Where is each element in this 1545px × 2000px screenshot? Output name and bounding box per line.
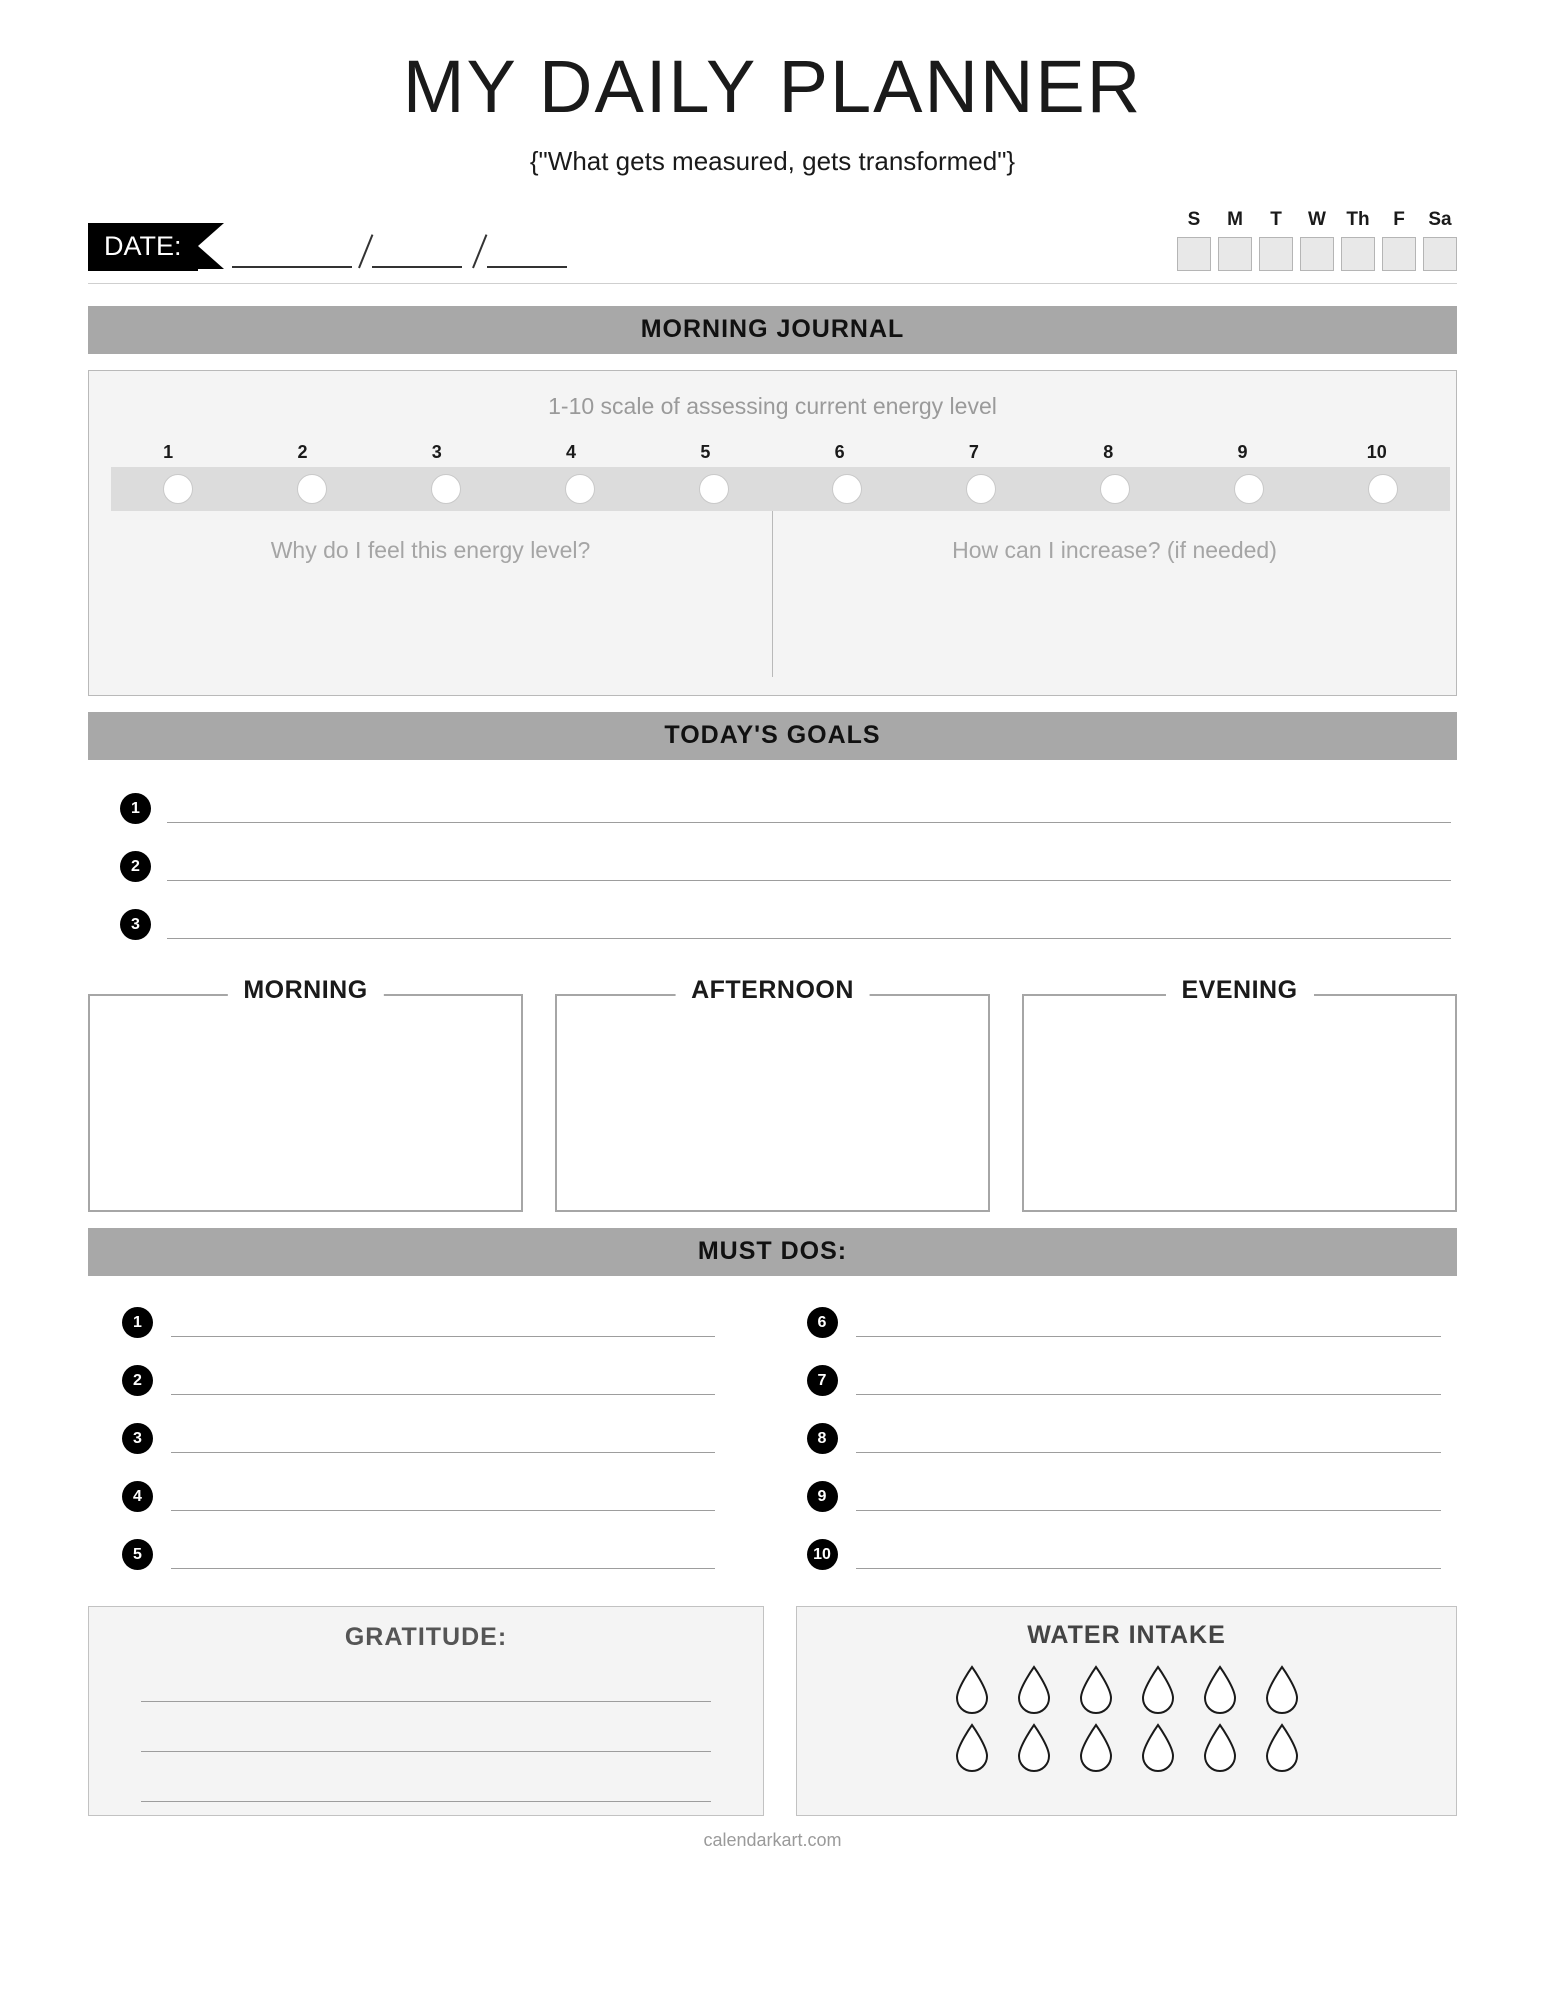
must-do-row[interactable] xyxy=(88,1468,773,1526)
time-block-area[interactable] xyxy=(555,994,990,1212)
water-drop-row xyxy=(797,1722,1456,1774)
energy-scale-dot-10[interactable] xyxy=(1316,474,1450,504)
energy-scale-dot-9[interactable] xyxy=(1182,474,1316,504)
energy-scale-number: 1 xyxy=(163,441,174,462)
page-title: MY DAILY PLANNER xyxy=(402,45,1143,128)
weekday-checkbox[interactable] xyxy=(1423,237,1457,271)
energy-scale-number: 6 xyxy=(834,441,845,462)
must-do-input-line[interactable] xyxy=(171,1309,715,1337)
water-drop-icon[interactable] xyxy=(952,1722,992,1774)
time-block-afternoon[interactable] xyxy=(555,976,990,1212)
gratitude-heading: GRATITUDE: xyxy=(344,1622,508,1651)
energy-scale-number: 2 xyxy=(297,441,308,462)
must-do-row[interactable] xyxy=(88,1410,773,1468)
weekday-label: Sa xyxy=(1428,208,1452,230)
morning-journal-panel xyxy=(88,370,1457,696)
must-dos-list xyxy=(88,1294,1457,1584)
must-do-number-badge: 3 xyxy=(122,1423,153,1454)
goal-row[interactable] xyxy=(88,780,1457,838)
goal-number-badge: 2 xyxy=(120,851,151,882)
time-blocks xyxy=(88,976,1457,1212)
date-field-group xyxy=(88,223,562,271)
circle-icon xyxy=(1234,474,1264,504)
must-do-input-line[interactable] xyxy=(856,1425,1442,1453)
time-block-evening[interactable] xyxy=(1022,976,1457,1212)
weekday-label: S xyxy=(1187,208,1201,230)
date-label: DATE: xyxy=(88,223,198,271)
energy-scale-dot-6[interactable] xyxy=(781,474,915,504)
time-block-area[interactable] xyxy=(1022,994,1457,1212)
gratitude-input-line[interactable] xyxy=(141,1760,711,1802)
must-do-input-line[interactable] xyxy=(856,1367,1442,1395)
weekday-t[interactable] xyxy=(1259,209,1293,271)
time-block-area[interactable] xyxy=(88,994,523,1212)
goals-list xyxy=(88,780,1457,954)
must-do-input-line[interactable] xyxy=(856,1483,1442,1511)
weekday-s[interactable] xyxy=(1177,209,1211,271)
must-do-number-badge: 7 xyxy=(807,1365,838,1396)
must-do-number-badge: 2 xyxy=(122,1365,153,1396)
must-do-input-line[interactable] xyxy=(171,1367,715,1395)
circle-icon xyxy=(699,474,729,504)
goal-number-badge: 3 xyxy=(120,909,151,940)
water-intake-heading: WATER INTAKE xyxy=(1027,1620,1226,1649)
circle-icon xyxy=(832,474,862,504)
weekday-checkbox[interactable] xyxy=(1382,237,1416,271)
weekday-label: W xyxy=(1308,208,1326,230)
water-drop-rows xyxy=(797,1664,1456,1774)
must-do-input-line[interactable] xyxy=(171,1541,715,1569)
water-drop-icon[interactable] xyxy=(1200,1664,1240,1716)
energy-scale-dot-1[interactable] xyxy=(111,474,245,504)
must-do-number-badge: 5 xyxy=(122,1539,153,1570)
must-do-input-line[interactable] xyxy=(171,1483,715,1511)
circle-icon xyxy=(1100,474,1130,504)
circle-icon xyxy=(163,474,193,504)
must-do-input-line[interactable] xyxy=(856,1309,1442,1337)
section-heading-todays-goals: TODAY'S GOALS xyxy=(88,712,1457,760)
water-drop-icon[interactable] xyxy=(1138,1722,1178,1774)
goal-number-badge: 1 xyxy=(120,793,151,824)
water-drop-icon[interactable] xyxy=(1014,1664,1054,1716)
energy-scale-number: 9 xyxy=(1237,441,1248,462)
energy-scale-dot-8[interactable] xyxy=(1048,474,1182,504)
journal-prompt-left[interactable]: Why do I feel this energy level? xyxy=(89,511,773,677)
time-block-label: MORNING xyxy=(227,976,383,1005)
must-do-row[interactable] xyxy=(773,1526,1458,1584)
water-drop-icon[interactable] xyxy=(1076,1664,1116,1716)
circle-icon xyxy=(297,474,327,504)
circle-icon xyxy=(565,474,595,504)
site-credit: calendarkart.com xyxy=(703,1829,842,1850)
energy-scale-number: 10 xyxy=(1366,441,1387,462)
must-do-number-badge: 6 xyxy=(807,1307,838,1338)
footer-panels xyxy=(88,1606,1457,1816)
energy-scale-number: 3 xyxy=(431,441,442,462)
date-slash-1-icon xyxy=(358,234,373,268)
goal-input-line[interactable] xyxy=(167,795,1451,823)
goal-row[interactable] xyxy=(88,838,1457,896)
energy-scale-number: 8 xyxy=(1103,441,1114,462)
must-dos-column-left xyxy=(88,1294,773,1584)
water-drop-icon[interactable] xyxy=(952,1664,992,1716)
must-do-number-badge: 1 xyxy=(122,1307,153,1338)
weekday-checkbox[interactable] xyxy=(1300,237,1334,271)
water-drop-icon[interactable] xyxy=(1262,1664,1302,1716)
must-do-number-badge: 9 xyxy=(807,1481,838,1512)
circle-icon xyxy=(1368,474,1398,504)
energy-scale-dot-3[interactable] xyxy=(379,474,513,504)
must-do-input-line[interactable] xyxy=(171,1425,715,1453)
water-intake-panel xyxy=(796,1606,1457,1816)
circle-icon xyxy=(966,474,996,504)
energy-scale-dot-2[interactable] xyxy=(245,474,379,504)
energy-scale-number: 5 xyxy=(700,441,711,462)
weekday-m[interactable] xyxy=(1218,209,1252,271)
weekday-label: M xyxy=(1227,208,1243,230)
energy-scale-dot-4[interactable] xyxy=(513,474,647,504)
weekday-th[interactable] xyxy=(1341,209,1375,271)
energy-scale-strip[interactable] xyxy=(111,467,1450,511)
must-do-row[interactable] xyxy=(88,1352,773,1410)
header-divider xyxy=(88,283,1457,284)
date-row xyxy=(88,208,1457,271)
page-subtitle: {"What gets measured, gets transformed"} xyxy=(529,145,1016,176)
date-line-year xyxy=(487,266,567,268)
weekday-f[interactable] xyxy=(1382,209,1416,271)
time-block-label: EVENING xyxy=(1165,976,1313,1005)
water-drop-row xyxy=(797,1664,1456,1716)
energy-scale-dot-5[interactable] xyxy=(647,474,781,504)
energy-scale-number: 4 xyxy=(566,441,577,462)
gratitude-input-line[interactable] xyxy=(141,1660,711,1702)
weekday-label: T xyxy=(1270,208,1282,230)
date-line-day xyxy=(232,266,352,268)
must-do-row[interactable] xyxy=(88,1294,773,1352)
must-do-row[interactable] xyxy=(773,1352,1458,1410)
must-do-number-badge: 8 xyxy=(807,1423,838,1454)
must-do-row[interactable] xyxy=(88,1526,773,1584)
morning-journal-prompts xyxy=(89,511,1456,677)
water-drop-icon[interactable] xyxy=(1200,1722,1240,1774)
date-line-month xyxy=(372,266,462,268)
weekday-checkbox[interactable] xyxy=(1259,237,1293,271)
water-drop-icon[interactable] xyxy=(1014,1722,1054,1774)
goal-input-line[interactable] xyxy=(167,911,1451,939)
gratitude-input-line[interactable] xyxy=(141,1710,711,1752)
journal-prompt-right[interactable]: How can I increase? (if needed) xyxy=(952,536,1277,563)
energy-scale-numbers xyxy=(89,442,1456,463)
weekday-selector[interactable] xyxy=(1177,209,1457,271)
date-slash-2-icon xyxy=(472,234,487,268)
goal-input-line[interactable] xyxy=(167,853,1451,881)
weekday-label: F xyxy=(1393,208,1405,230)
weekday-w[interactable] xyxy=(1300,209,1334,271)
weekday-sa[interactable] xyxy=(1423,209,1457,271)
gratitude-panel xyxy=(88,1606,764,1816)
weekday-label: Th xyxy=(1346,208,1370,230)
must-do-number-badge: 4 xyxy=(122,1481,153,1512)
goal-row[interactable] xyxy=(88,896,1457,954)
must-do-row[interactable] xyxy=(773,1294,1458,1352)
must-do-input-line[interactable] xyxy=(856,1541,1442,1569)
weekday-checkbox[interactable] xyxy=(1218,237,1252,271)
section-heading-must-dos: MUST DOS: xyxy=(88,1228,1457,1276)
time-block-morning[interactable] xyxy=(88,976,523,1212)
must-do-row[interactable] xyxy=(773,1410,1458,1468)
section-heading-morning-journal: MORNING JOURNAL xyxy=(88,306,1457,354)
must-do-number-badge: 10 xyxy=(807,1539,838,1570)
gratitude-lines[interactable] xyxy=(125,1660,727,1802)
water-drop-icon[interactable] xyxy=(1262,1722,1302,1774)
energy-scale-label: 1-10 scale of assessing current energy level xyxy=(548,392,997,419)
energy-scale-number: 7 xyxy=(968,441,979,462)
energy-scale-dot-7[interactable] xyxy=(914,474,1048,504)
weekday-checkbox[interactable] xyxy=(1341,237,1375,271)
weekday-checkbox[interactable] xyxy=(1177,237,1211,271)
water-drop-icon[interactable] xyxy=(1076,1722,1116,1774)
must-do-row[interactable] xyxy=(773,1468,1458,1526)
water-drop-icon[interactable] xyxy=(1138,1664,1178,1716)
date-input[interactable] xyxy=(232,226,562,268)
circle-icon xyxy=(431,474,461,504)
must-dos-column-right xyxy=(773,1294,1458,1584)
time-block-label: AFTERNOON xyxy=(675,976,870,1005)
